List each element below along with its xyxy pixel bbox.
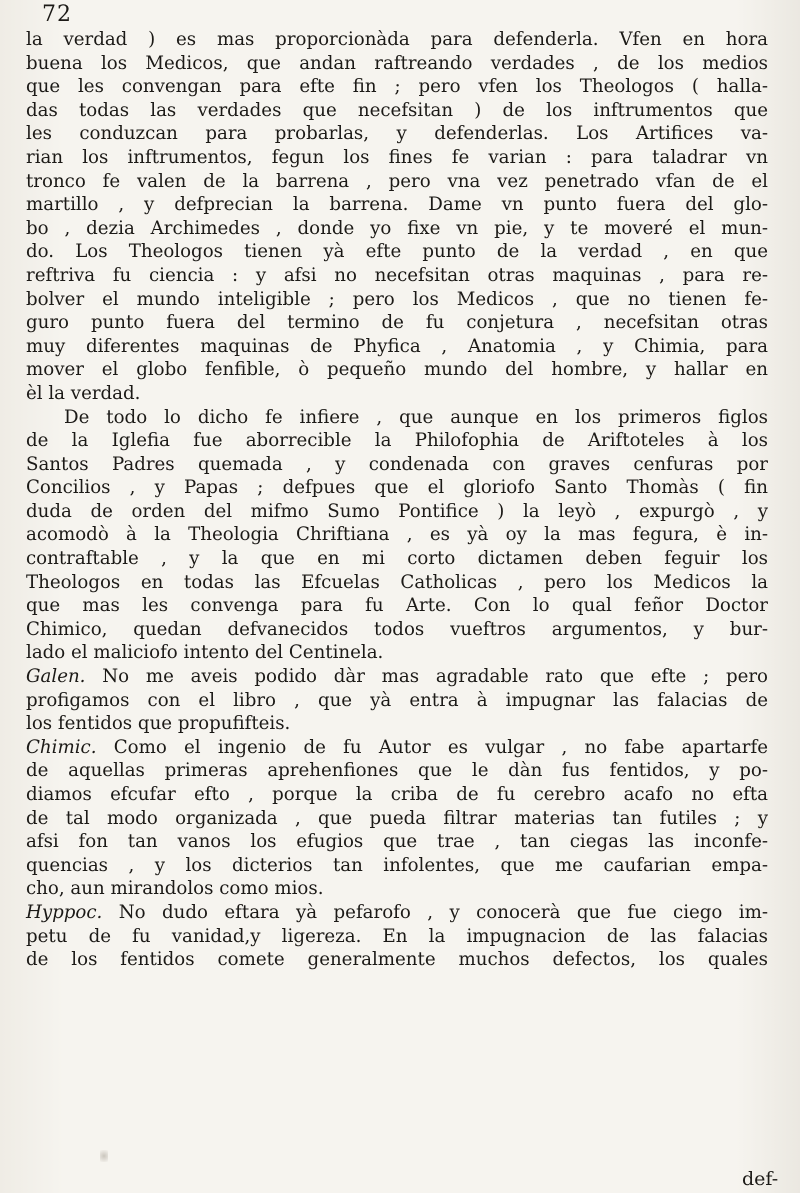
text-line: les conduzcan para probarlas, y defenderlas. Los Artifices va- (26, 123, 768, 145)
text-line: cho, aun mirandolos como mios. (26, 878, 324, 900)
text-line: mover el globo fenfible, ò pequeño mundo del hombre, y hallar en (26, 359, 768, 381)
text-line: lado el maliciofo intento del Centinela. (26, 642, 384, 664)
text-line: rian los inftrumentos, fegun los fines fe varian : para taladrar vn (26, 146, 768, 168)
text-line: reftriva fu ciencia : y afsi no necefsitan otras maquinas , para re- (26, 264, 768, 286)
speaker-label: Hyppoc. (26, 901, 103, 923)
text-line: de los fentidos comete generalmente muchos defectos, los quales (26, 949, 768, 971)
text-line: diamos efcufar efto , porque la criba de fu cerebro acafo no efta (26, 784, 768, 805)
text-line: Santos Padres quemada , y condenada con graves cenfuras por (26, 453, 768, 475)
dialogue-line-galen: Galen. No me aveis podido dàr mas agradable rato que efte ; pero (26, 666, 768, 688)
text-line: guro punto fuera del termino de fu conjetura , necefsitan otras (26, 312, 768, 334)
text-line: que les convengan para efte fin ; pero vfen los Theologos ( halla- (26, 76, 768, 98)
text-line: Theologos en todas las Efcuelas Catholicas , pero los Medicos la (26, 571, 768, 593)
page-number: 72 (42, 2, 72, 27)
text-line: èl la verdad. (26, 382, 141, 404)
text-line: la verdad ) es mas proporcionàda para defenderla. Vfen en hora (26, 29, 768, 50)
speaker-label: Galen. (26, 666, 86, 688)
text-line: Chimico, quedan defvanecidos todos vueftros argumentos, y bur- (26, 618, 768, 640)
text-line: de aquellas primeras aprehenfiones que le dàn fus fentidos, y po- (26, 760, 768, 782)
text-line: que mas les convenga para fu Arte. Con lo qual feñor Doctor (26, 595, 768, 617)
text-line: los fentidos que propufifteis. (26, 713, 291, 735)
text-line: acomodò à la Theologia Chriftiana , es yà oy la mas fegura, è in- (26, 524, 768, 546)
text-line: tronco fe valen de la barrena , pero vna vez penetrado vfan de el (26, 170, 768, 192)
text-line: buena los Medicos, que andan raftreando verdades , de los medios (26, 52, 768, 74)
text-line: bolver el mundo inteligible ; pero los Medicos , que no tienen fe- (26, 288, 768, 310)
ink-smudge (100, 1150, 108, 1162)
speaker-label: Chimic. (26, 736, 97, 758)
catchword: def- (742, 1168, 779, 1190)
text-line: das todas las verdades que necefsitan ) de los inftrumentos que (26, 99, 768, 121)
dialogue-line-chimic: Chimic. Como el ingenio de fu Autor es vulgar , no fabe apartarfe (26, 736, 768, 758)
text-line: profigamos con el libro , que yà entra à impugnar las falacias de (26, 689, 768, 711)
text-line: do. Los Theologos tienen yà efte punto de la verdad , en que (26, 241, 768, 263)
text-line: petu de fu vanidad,y ligereza. En la impugnacion de las falacias (26, 925, 768, 947)
text-line: Concilios , y Papas ; defpues que el gloriofo Santo Thomàs ( fin (26, 477, 768, 499)
text-line: duda de orden del mifmo Sumo Pontifice ) la leyò , expurgò , y (26, 500, 768, 522)
text-line: muy diferentes maquinas de Phyfica , Anatomia , y Chimia, para (26, 335, 768, 357)
text-line: de la Iglefia fue aborrecible la Philofophia de Ariftoteles à los (26, 430, 768, 452)
text-line: contraftable , y la que en mi corto dictamen deben feguir los (26, 548, 768, 570)
text-line: martillo , y defprecian la barrena. Dame vn punto fuera del glo- (26, 194, 768, 216)
text-line: de tal modo organizada , que pueda filtrar materias tan futiles ; y (26, 807, 768, 829)
text-line: afsi fon tan vanos los efugios que trae , tan ciegas las inconfe- (26, 831, 768, 853)
paragraph-start-line: De todo lo dicho fe infiere , que aunque en los primeros figlos (64, 406, 768, 428)
text-line: bo , dezia Archimedes , donde yo fixe vn pie, y te moveré el mun- (26, 217, 768, 239)
body-text (26, 28, 768, 972)
dialogue-line-hyppoc: Hyppoc. No dudo eftara yà pefarofo , y conocerà que fue ciego im- (26, 901, 768, 923)
text-line: quencias , y los dicterios tan infolentes, que me caufarian empa- (26, 854, 768, 876)
